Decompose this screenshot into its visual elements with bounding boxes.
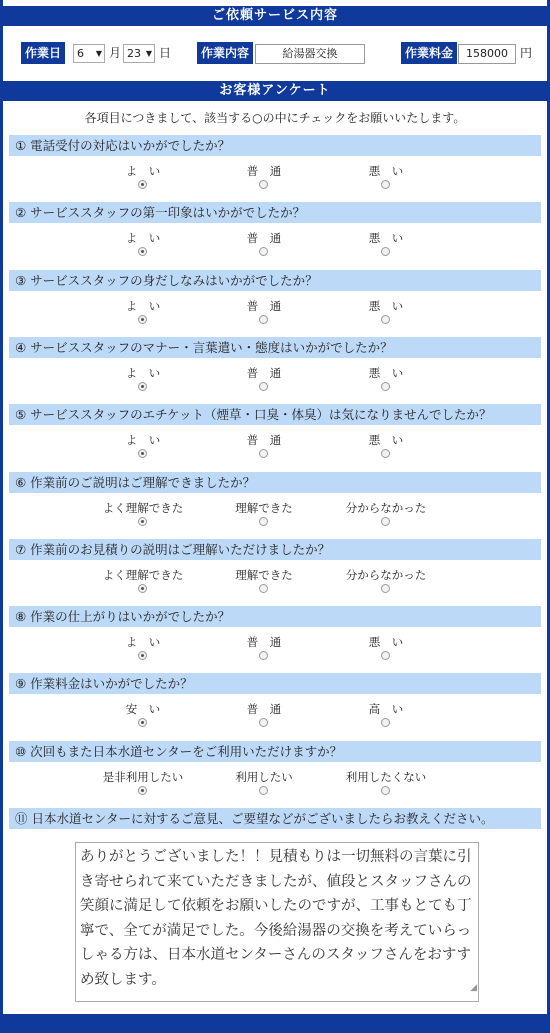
option-label: よ い [125, 164, 161, 178]
question-label: ③ サービススタッフの身だしなみはいかがでしたか？ [9, 270, 541, 291]
radio-button[interactable] [259, 786, 268, 795]
radio-button[interactable] [138, 786, 147, 795]
radio-button[interactable] [259, 517, 268, 526]
question-label: ② サービススタッフの第一印象はいかがでしたか？ [9, 202, 541, 223]
option-label: 悪 い [368, 231, 404, 246]
radio-button[interactable] [138, 718, 147, 727]
option-label: 普 通 [246, 164, 282, 178]
work-content-label: 作業内容 [197, 42, 253, 64]
option-label: よ い [125, 433, 161, 448]
work-date-label: 作業日 [21, 42, 65, 64]
question-label: ⑨ 作業料金はいかがでしたか？ [9, 673, 541, 694]
radio-button[interactable] [381, 247, 390, 256]
option-label: 普 通 [246, 298, 282, 313]
radio-button[interactable] [259, 718, 268, 727]
survey-section-header: お客様アンケート [3, 81, 547, 101]
option-label: 普 通 [246, 702, 282, 717]
option-label: 利用したい [235, 769, 293, 784]
radio-button[interactable] [138, 315, 147, 324]
radio-button[interactable] [259, 584, 268, 593]
radio-button[interactable] [381, 517, 390, 526]
radio-button[interactable] [138, 651, 147, 660]
option-label: 普 通 [246, 635, 282, 650]
option-label: 悪 い [368, 365, 404, 380]
option-label: 悪 い [368, 164, 404, 178]
option-label: 高 い [368, 702, 404, 717]
fee-unit: 円 [520, 46, 533, 60]
chevron-down-icon: ▼ [95, 49, 102, 58]
radio-button[interactable] [138, 449, 147, 458]
service-info-row [3, 40, 547, 68]
question-label: ⑩ 次回もまた日本水道センターをご利用いただけますか？ [9, 741, 541, 762]
radio-button[interactable] [381, 449, 390, 458]
fee-field[interactable]: 158000 [458, 44, 516, 64]
option-label: 理解できた [235, 500, 293, 515]
question-label: ⑤ サービススタッフのエチケット（煙草・口臭・体臭）は気になりませんでしたか？ [9, 404, 541, 425]
option-label: よ い [125, 365, 161, 380]
service-section-header: ご依頼サービス内容 [3, 6, 547, 26]
option-label: よく理解できた [102, 500, 184, 515]
question-label: ① 電話受付の対応はいかがでしたか？ [9, 135, 541, 156]
question-label: ⑧ 作業の仕上がりはいかがでしたか？ [9, 606, 541, 627]
option-label: よ い [125, 298, 161, 313]
comment-textarea[interactable] [75, 842, 479, 1002]
radio-button[interactable] [259, 315, 268, 324]
option-label: 普 通 [246, 365, 282, 380]
question-label: ⑥ 作業前のご説明はご理解できましたか？ [9, 472, 541, 493]
question-label: ⑦ 作業前のお見積りの説明はご理解いただけましたか？ [9, 539, 541, 560]
radio-button[interactable] [259, 180, 268, 189]
option-label: 悪 い [368, 298, 404, 313]
resize-handle-icon[interactable]: ◢ [470, 982, 477, 993]
comment-text: ありがとうございました！！見積もりは一切無料の言葉に引き寄せられて来ていただきましたが、値段とスタッフさんの笑顔に満足して依頼をお願いしたのですが、工事もとても丁寧で、全てが満足でした。今後給湯器の交換を考えていらっしゃる方は、日本水道センターさんのスタッフさんをおすすめ致します。 [80, 849, 472, 988]
radio-button[interactable] [381, 315, 390, 324]
option-label: 普 通 [246, 231, 282, 246]
option-label: 理解できた [235, 567, 293, 582]
option-label: 悪 い [368, 433, 404, 448]
option-label: 是非利用したい [102, 769, 184, 784]
option-label: 安 い [125, 702, 161, 717]
radio-button[interactable] [259, 382, 268, 391]
option-label: 分からなかった [345, 500, 427, 515]
radio-button[interactable] [138, 517, 147, 526]
option-label: 分からなかった [345, 567, 427, 582]
radio-button[interactable] [138, 382, 147, 391]
work-content-field[interactable]: 給湯器交換 [255, 44, 365, 64]
day-select[interactable] [123, 44, 155, 63]
radio-button[interactable] [381, 786, 390, 795]
month-value: 6 [77, 47, 84, 60]
radio-button[interactable] [381, 180, 390, 189]
footer-bar [3, 1014, 547, 1033]
option-label: よ い [125, 231, 161, 246]
option-label: 普 通 [246, 433, 282, 448]
option-label: 利用したくない [345, 769, 427, 784]
month-unit: 月 [109, 46, 122, 60]
option-label: よ い [125, 635, 161, 650]
radio-button[interactable] [138, 584, 147, 593]
radio-button[interactable] [381, 718, 390, 727]
radio-button[interactable] [259, 651, 268, 660]
radio-button[interactable] [381, 651, 390, 660]
radio-button[interactable] [138, 247, 147, 256]
survey-intro: 各項目につきまして、該当する○の中にチェックをお願いいたします。 [84, 111, 466, 125]
radio-button[interactable] [259, 247, 268, 256]
comment-question-label: ⑪ 日本水道センターに対するご意見、ご要望などがございましたらお教えください。 [9, 808, 541, 829]
month-select[interactable] [73, 44, 105, 63]
radio-button[interactable] [138, 180, 147, 189]
radio-button[interactable] [381, 382, 390, 391]
day-unit: 日 [159, 46, 172, 60]
option-label: よく理解できた [102, 567, 184, 582]
day-value: 23 [127, 47, 141, 60]
chevron-down-icon: ▼ [145, 49, 152, 58]
radio-button[interactable] [259, 449, 268, 458]
fee-label: 作業料金 [401, 42, 457, 64]
radio-button[interactable] [381, 584, 390, 593]
question-label: ④ サービススタッフのマナー・言葉遣い・態度はいかがでしたか？ [9, 337, 541, 358]
option-label: 悪 い [368, 635, 404, 650]
